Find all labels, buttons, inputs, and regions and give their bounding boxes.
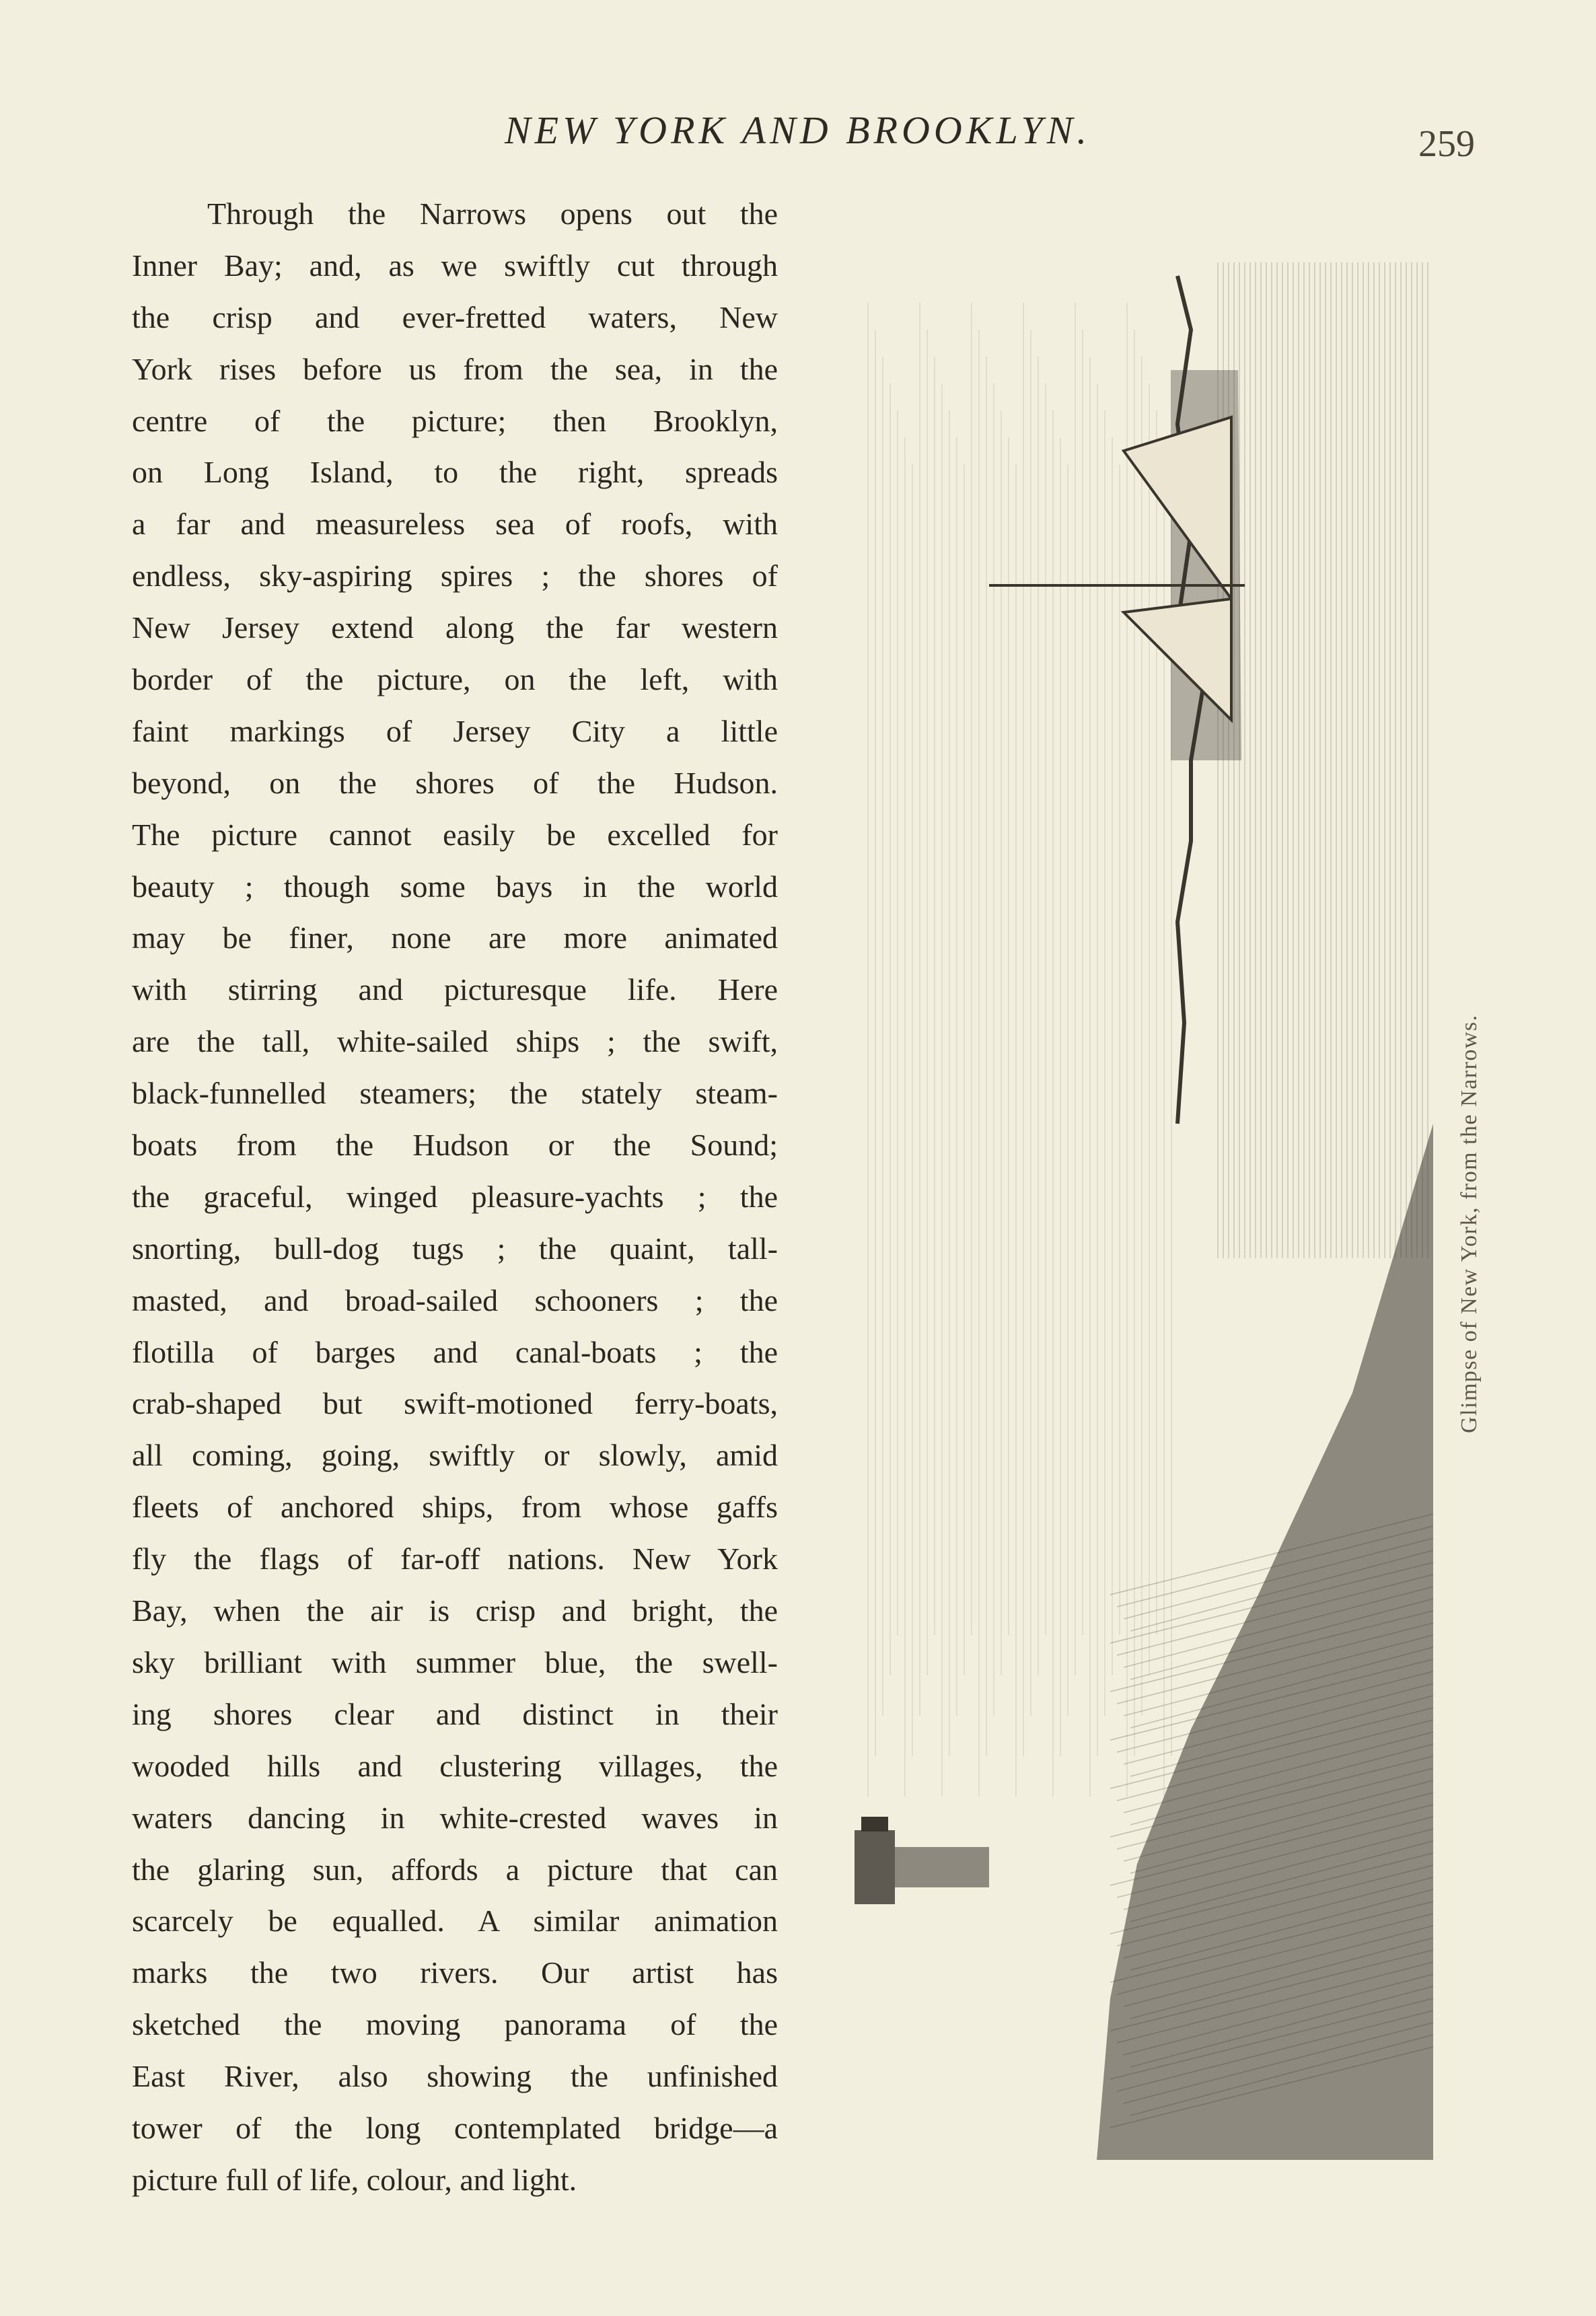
brooklyn-shore: [1097, 1124, 1433, 2160]
text-line: a far and measureless sea of roofs, with: [132, 507, 778, 542]
text-line: all coming, going, swiftly or slowly, amid: [132, 1438, 778, 1473]
text-line: fleets of anchored ships, from whose gaffs: [132, 1490, 778, 1525]
illustration-caption: Glimpse of New York, from the Narrows.: [1457, 1014, 1482, 1433]
text-line: sketched the moving panorama of the: [132, 2007, 778, 2042]
text-line: black-funnelled steamers; the stately steam-: [132, 1076, 778, 1111]
text-line: are the tall, white-sailed ships ; the swift,: [132, 1024, 778, 1059]
text-line: Bay, when the air is crisp and bright, the: [132, 1593, 778, 1628]
text-line: with stirring and picturesque life. Here: [132, 972, 778, 1007]
lighthouse: [855, 1817, 989, 1904]
text-line: centre of the picture; then Brooklyn,: [132, 403, 778, 438]
text-line: beauty ; though some bays in the world: [132, 869, 778, 904]
text-line: boats from the Hudson or the Sound;: [132, 1128, 778, 1163]
text-line: snorting, bull-dog tugs ; the quaint, tall-: [132, 1231, 778, 1266]
text-line: the glaring sun, affords a picture that can: [132, 1852, 778, 1887]
text-line: sky brilliant with summer blue, the swell-: [132, 1644, 778, 1679]
text-line: Through the Narrows opens out the: [207, 196, 778, 231]
water-hatching: [868, 303, 1171, 1797]
text-line: faint markings of Jersey City a little: [132, 713, 778, 748]
text-line: ing shores clear and distinct in their: [132, 1696, 778, 1731]
text-line: waters dancing in white-crested waves in: [132, 1800, 778, 1835]
text-line: border of the picture, on the left, with: [132, 662, 778, 697]
text-line: endless, sky-aspiring spires ; the shores of: [132, 558, 778, 593]
running-header: NEW YORK AND BROOKLYN.: [505, 108, 1091, 152]
body-text: [132, 188, 778, 2206]
text-line: Inner Bay; and, as we swiftly cut through: [132, 248, 778, 283]
text-line: The picture cannot easily be excelled for: [132, 817, 778, 852]
harbor-engraving: [841, 249, 1433, 2160]
text-line: New Jersey extend along the far western: [132, 610, 778, 645]
text-line: masted, and broad-sailed schooners ; the: [132, 1282, 778, 1317]
text-line: the graceful, winged pleasure-yachts ; the: [132, 1179, 778, 1214]
text-line: wooded hills and clustering villages, the: [132, 1748, 778, 1783]
text-line: fly the flags of far-off nations. New York: [132, 1542, 778, 1577]
text-line: York rises before us from the sea, in the: [132, 351, 778, 386]
page-number: 259: [1418, 123, 1475, 165]
text-line: may be finer, none are more animated: [132, 920, 778, 955]
text-line: marks the two rivers. Our artist has: [132, 1955, 778, 1990]
text-line: East River, also showing the unfinished: [132, 2059, 778, 2094]
text-line: beyond, on the shores of the Hudson.: [132, 765, 778, 800]
text-line: the crisp and ever-fretted waters, New: [132, 299, 778, 334]
sky-hatching: [1218, 262, 1428, 1258]
text-line: picture full of life, colour, and light.: [132, 2162, 577, 2197]
text-line: flotilla of barges and canal-boats ; the: [132, 1334, 778, 1369]
text-line: on Long Island, to the right, spreads: [132, 455, 778, 490]
text-line: tower of the long contemplated bridge—a: [132, 2110, 778, 2145]
text-line: scarcely be equalled. A similar animation: [132, 1904, 778, 1939]
text-line: crab-shaped but swift-motioned ferry-boats,: [132, 1386, 778, 1421]
sailing-ship: [989, 370, 1245, 760]
